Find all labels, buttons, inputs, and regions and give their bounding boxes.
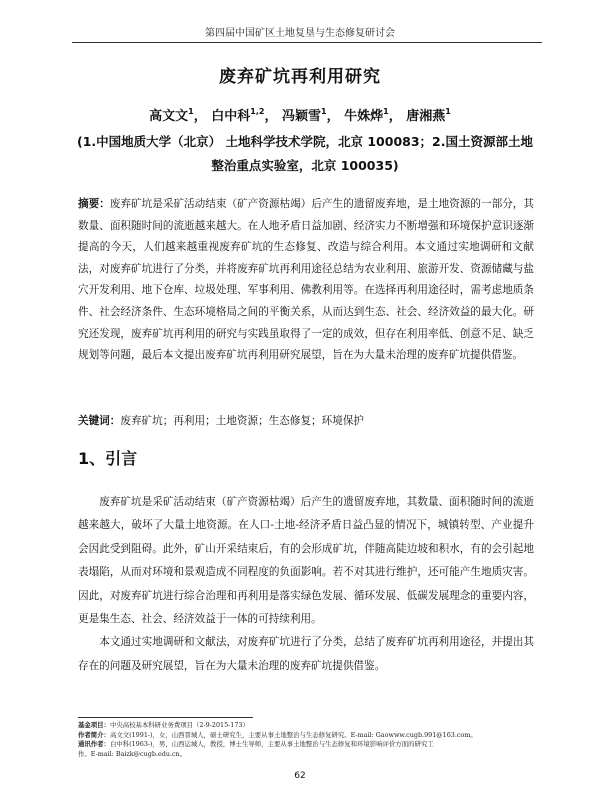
abstract-text: 废弃矿坑是采矿活动结束（矿产资源枯竭）后产生的遗留废弃地，是土地资源的一部分，其数量、面积随时间的流逝越来越大。在人地矛盾日益加剧、经济实力不断增强和环境保护意识逐渐提高的今天，人们越来越重视废弃矿坑的生态修复、改造与综合利用。本文通过实地调研和文献法，对废弃矿坑进行了分类，并将废弃矿坑再利用途径总结为农业利用、旅游开发、资源储藏与盐穴开发利用、地下仓库、垃圾处理、军事利用、佛教利用等。在选择再利用途径时，需考虑地质条件、社会经济条件、生态环境格局之间的平衡关系，从而达到生态、社会、经济效益的最大化。研究还发现，废弃矿坑再利用的研究与实践虽取得了一定的成效，但存在利用率低、创意不足、缺乏规划等问题，最后本文提出废弃矿坑再利用研究展望，旨在为大量未治理的废弃矿坑提供借鉴。 <box>78 198 535 362</box>
footnotes <box>78 721 538 759</box>
author-affil-mark: 1 <box>383 107 389 116</box>
affiliation-line: 整治重点实验室，北京 100035) <box>211 158 399 173</box>
author-list: 高文文$^1$， 白中科$^{1,2}$， 冯颖雪$^1$， 牛姝烨$^1$， 唐湘燕$^1$ <box>149 107 451 124</box>
keywords-label: 关键词： <box>78 415 121 427</box>
affiliation-block <box>75 130 535 178</box>
abstract-label: 摘要： <box>78 198 110 210</box>
author-affil-mark: 1 <box>321 107 327 116</box>
footnote-line <box>78 721 538 731</box>
footnote-label: 作者简介： <box>78 730 110 739</box>
author-name: 高文文 <box>149 109 189 124</box>
section-body <box>78 491 534 678</box>
author-name: 牛姝烨 <box>344 109 384 124</box>
footnote-line <box>78 731 538 741</box>
footnote-text: 白中科(1963-)，男，山西运城人，教授，博士生导师，主要从事土地整治与生态修复和环境影响评价方面的研究工 <box>109 740 434 749</box>
author-affil-mark: 1 <box>445 107 451 116</box>
footnote-label: 通讯作者： <box>78 740 110 749</box>
footnote-rule <box>78 717 253 718</box>
keywords-text: 废弃矿坑；再利用；土地资源；生态修复；环境保护 <box>120 415 365 427</box>
affiliation-line: (1.中国地质大学（北京） 土地科学技术学院，北京 100083；2.国土资源部土地 <box>77 134 533 149</box>
abstract <box>78 194 534 367</box>
footnote-line <box>78 740 538 750</box>
body-paragraph: 废弃矿坑是采矿活动结束（矿产资源枯竭）后产生的遗留废弃地，其数量、面积随时间的流逝越来越大，破坏了大量土地资源。在人口-土地-经济矛盾日益凸显的情况下，城镇转型、产业提升会因此受到阻碍。此外，矿山开采结束后，有的会形成矿坑，伴随高陡边坡和积水，有的会引起地表塌陷，从而对环境和景观造成不同程度的负面影响。若不对其进行维护，还可能产生地质灾害。因此，对废弃矿坑进行综合治理和再利用是落实绿色发展、循环发展、低碳发展理念的重要内容，更是集生态、社会、经济效益于一体的可持续利用。 <box>78 496 534 626</box>
running-head: 第四届中国矿区土地复垦与生态修复研讨会 <box>205 28 395 39</box>
footnote-line <box>78 750 538 760</box>
footnote-text: 作。E-mail: Baizk@cugb.edu.cn。 <box>78 749 187 758</box>
paper-title: 废弃矿坑再利用研究 <box>219 67 381 87</box>
footnote-text: 中央高校基本科研业务费项目（2-9-2015-173） <box>109 721 249 729</box>
author-affil-mark: 1 <box>188 107 194 116</box>
author-name: 冯颖雪 <box>282 109 322 124</box>
section-heading: 1、引言 <box>78 449 138 468</box>
body-paragraph: 本文通过实地调研和文献法，对废弃矿坑进行了分类，总结了废弃矿坑再利用途径，并提出其存在的问题及研究展望，旨在为大量未治理的废弃矿坑提供借鉴。 <box>78 636 534 672</box>
header-rule <box>72 42 542 43</box>
author-name: 白中科 <box>211 109 251 124</box>
author-affil-mark: 1,2 <box>250 107 265 116</box>
page-number: 62 <box>294 771 306 781</box>
footnote-text: 高文文(1991-)，女，山西晋城人，硕士研究生，主要从事土地整治与生态修复研究。E-mail: Gaowww.cugb.991@163.com。 <box>109 730 477 739</box>
footnote-label: 基金项目： <box>78 721 110 729</box>
author-name: 唐湘燕 <box>406 109 446 124</box>
keywords <box>78 411 534 431</box>
